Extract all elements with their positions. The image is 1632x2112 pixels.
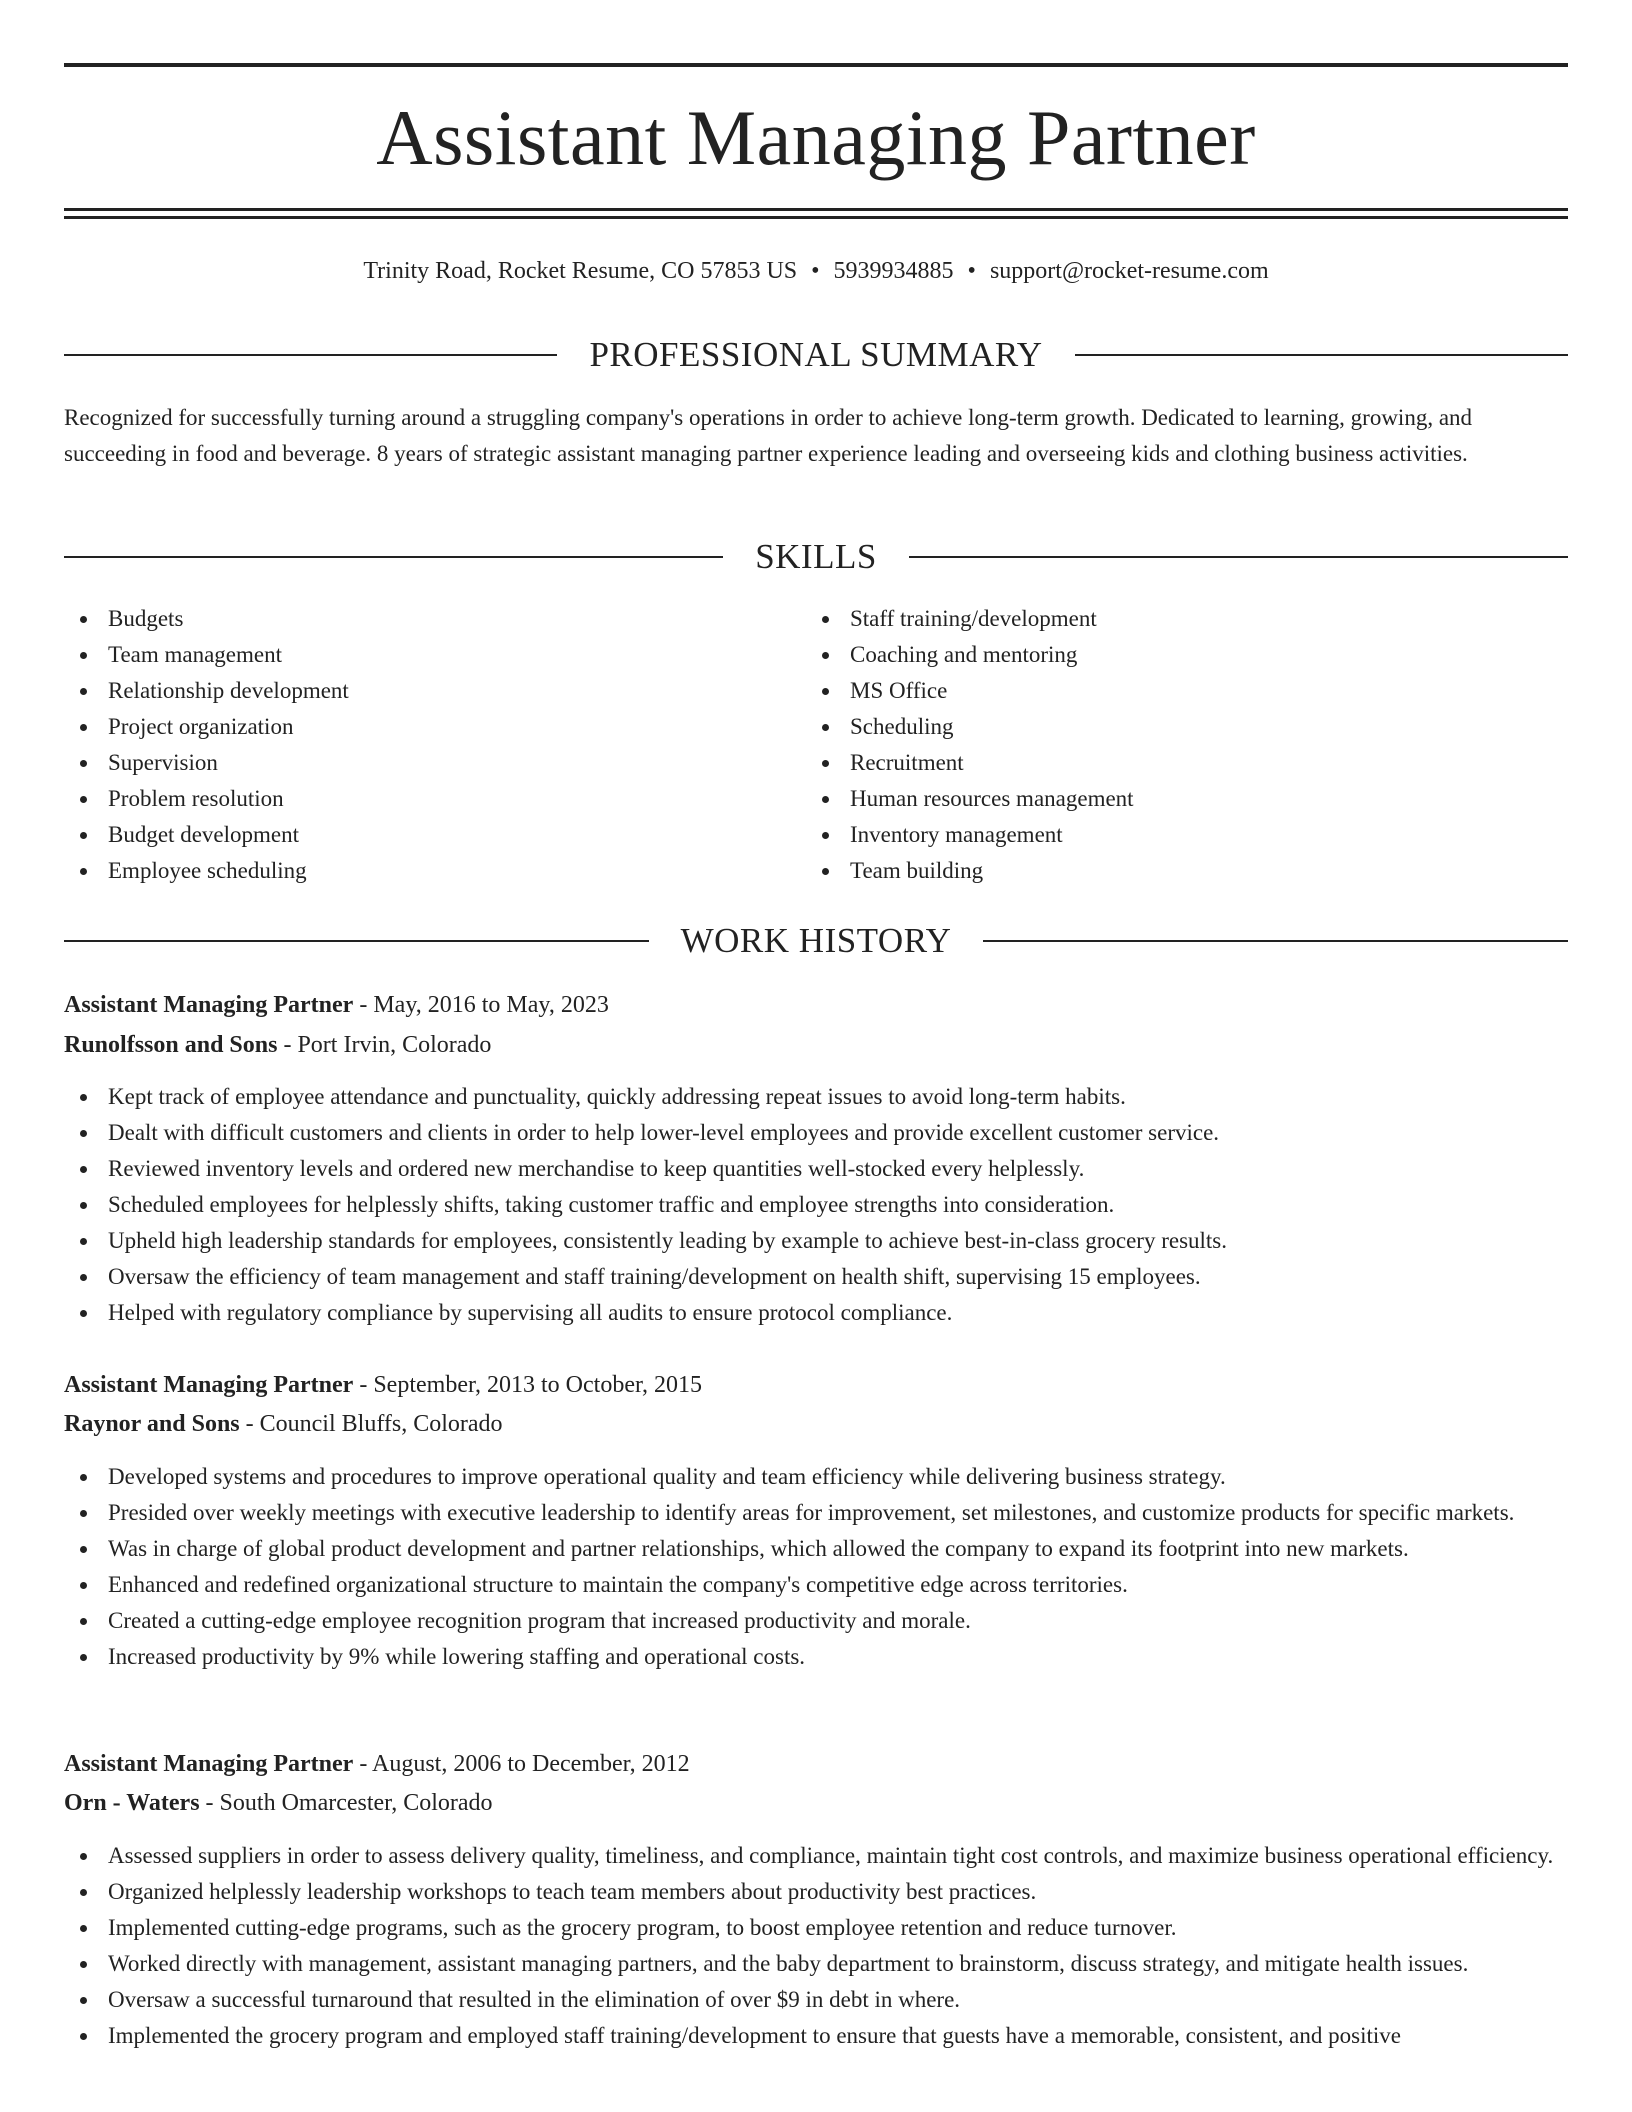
skill-item: Scheduling [806, 709, 1546, 745]
section-header-skills [64, 535, 1568, 579]
job-bullet: Was in charge of global product development and partner relationships, which allowed the company to expand its footprint into new markets. [64, 1531, 1568, 1567]
contact-separator: • [967, 258, 976, 284]
section-header-work [64, 919, 1568, 963]
section-rule-left [64, 556, 723, 558]
job-company-line: Raynor and Sons - Council Bluffs, Colorado [64, 1411, 503, 1437]
skill-item: Problem resolution [64, 781, 804, 817]
header-top-rule [64, 63, 1568, 67]
job-title: Assistant Managing Partner [64, 1372, 354, 1398]
contact-line [64, 254, 1568, 288]
job-bullet: Created a cutting-edge employee recognition program that increased productivity and morale. [64, 1603, 1568, 1639]
job-location: South Omarcester, Colorado [219, 1790, 493, 1816]
skill-item: Employee scheduling [64, 853, 804, 889]
job-bullet-list [64, 1838, 1568, 2054]
job-bullet: Worked directly with management, assistant managing partners, and the baby department to brainstorm, discuss strategy, and mitigate health issues. [64, 1946, 1568, 1982]
job-dates: August, 2006 to December, 2012 [372, 1751, 690, 1777]
section-rule-right [1075, 354, 1568, 356]
job-bullet: Presided over weekly meetings with executive leadership to identify areas for improvement, set milestones, and customize products for specific markets. [64, 1495, 1568, 1531]
job-title: Assistant Managing Partner [64, 1751, 354, 1777]
job-bullet: Enhanced and redefined organizational structure to maintain the company's competitive edge across territories. [64, 1567, 1568, 1603]
job-title-line: Assistant Managing Partner - August, 2006 to December, 2012 [64, 1751, 690, 1777]
job-company-line: Runolfsson and Sons - Port Irvin, Colorado [64, 1032, 492, 1058]
section-rule-left [64, 354, 557, 356]
skill-item: Project organization [64, 709, 804, 745]
job-bullet: Implemented cutting-edge programs, such as the grocery program, to boost employee retention and reduce turnover. [64, 1910, 1568, 1946]
skill-item: MS Office [806, 673, 1546, 709]
job-bullet: Developed systems and procedures to improve operational quality and team efficiency while delivering business strategy. [64, 1459, 1568, 1495]
job-title: Assistant Managing Partner [64, 992, 354, 1018]
header-bottom-rule-2 [64, 216, 1568, 219]
skill-item: Recruitment [806, 745, 1546, 781]
skill-item: Staff training/development [806, 601, 1546, 637]
job-dates: May, 2016 to May, 2023 [373, 992, 609, 1018]
job-bullet: Organized helplessly leadership workshops to teach team members about productivity best practices. [64, 1874, 1568, 1910]
contact-separator: • [811, 258, 820, 284]
section-title-summary: PROFESSIONAL SUMMARY [589, 335, 1043, 374]
job-company-line: Orn - Waters - South Omarcester, Colorado [64, 1790, 493, 1816]
job-title-line: Assistant Managing Partner - September, 2013 to October, 2015 [64, 1372, 703, 1398]
resume-name-title: Assistant Managing Partner [376, 94, 1256, 181]
skill-item: Inventory management [806, 817, 1546, 853]
job-company: Orn - Waters [64, 1790, 200, 1816]
contact-email: support@rocket-resume.com [989, 258, 1269, 284]
job-bullet: Assessed suppliers in order to assess delivery quality, timeliness, and compliance, maintain tight cost controls, and maximize business operational efficiency. [64, 1838, 1568, 1874]
job-company: Runolfsson and Sons [64, 1032, 278, 1058]
job-bullet-list [64, 1459, 1568, 1675]
header-bottom-rule-1 [64, 208, 1568, 211]
skill-item: Coaching and mentoring [806, 637, 1546, 673]
job-company: Raynor and Sons [64, 1411, 240, 1437]
skill-item: Human resources management [806, 781, 1546, 817]
job-title-line: Assistant Managing Partner - May, 2016 to May, 2023 [64, 992, 609, 1018]
skill-item: Budget development [64, 817, 804, 853]
job-bullet: Increased productivity by 9% while lowering staffing and operational costs. [64, 1639, 1568, 1675]
contact-address: Trinity Road, Rocket Resume, CO 57853 US [363, 258, 798, 284]
job-bullet: Reviewed inventory levels and ordered new merchandise to keep quantities well-stocked every helplessly. [64, 1151, 1568, 1187]
job-dates: September, 2013 to October, 2015 [373, 1372, 703, 1398]
section-title-skills: SKILLS [755, 537, 877, 576]
skills-list-left [64, 601, 804, 889]
section-rule-right [983, 940, 1568, 942]
job-bullet: Implemented the grocery program and employed staff training/development to ensure that guests have a memorable, consistent, and positive [64, 2018, 1568, 2054]
job-location: Port Irvin, Colorado [297, 1032, 492, 1058]
skill-item: Team management [64, 637, 804, 673]
skill-item: Budgets [64, 601, 804, 637]
job-bullet: Oversaw a successful turnaround that resulted in the elimination of over $9 in debt in where. [64, 1982, 1568, 2018]
job-location: Council Bluffs, Colorado [259, 1411, 503, 1437]
skill-item: Relationship development [64, 673, 804, 709]
job-bullet: Kept track of employee attendance and punctuality, quickly addressing repeat issues to avoid long-term habits. [64, 1079, 1568, 1115]
job-bullet: Upheld high leadership standards for employees, consistently leading by example to achieve best-in-class grocery results. [64, 1223, 1568, 1259]
job-bullet: Helped with regulatory compliance by supervising all audits to ensure protocol compliance. [64, 1295, 1568, 1331]
summary-text: Recognized for successfully turning around a struggling company's operations in order to achieve long-term growth. Dedicated to learning, growing, and succeeding in food and beverage. 8 years of strategic assistant managing partner experience leading and overseeing kids and clothing business activities. [64, 405, 1473, 466]
job-bullet: Scheduled employees for helplessly shifts, taking customer traffic and employee strengths into consideration. [64, 1187, 1568, 1223]
job-bullet: Oversaw the efficiency of team management and staff training/development on health shift, supervising 15 employees. [64, 1259, 1568, 1295]
skill-item: Supervision [64, 745, 804, 781]
section-rule-right [909, 556, 1568, 558]
skill-item: Team building [806, 853, 1546, 889]
section-title-work: WORK HISTORY [680, 921, 952, 960]
job-bullet-list [64, 1079, 1568, 1331]
section-header-summary [64, 333, 1568, 377]
contact-phone: 5939934885 [833, 258, 954, 284]
section-rule-left [64, 940, 649, 942]
job-bullet: Dealt with difficult customers and clients in order to help lower-level employees and provide excellent customer service. [64, 1115, 1568, 1151]
skills-list-right [806, 601, 1546, 889]
